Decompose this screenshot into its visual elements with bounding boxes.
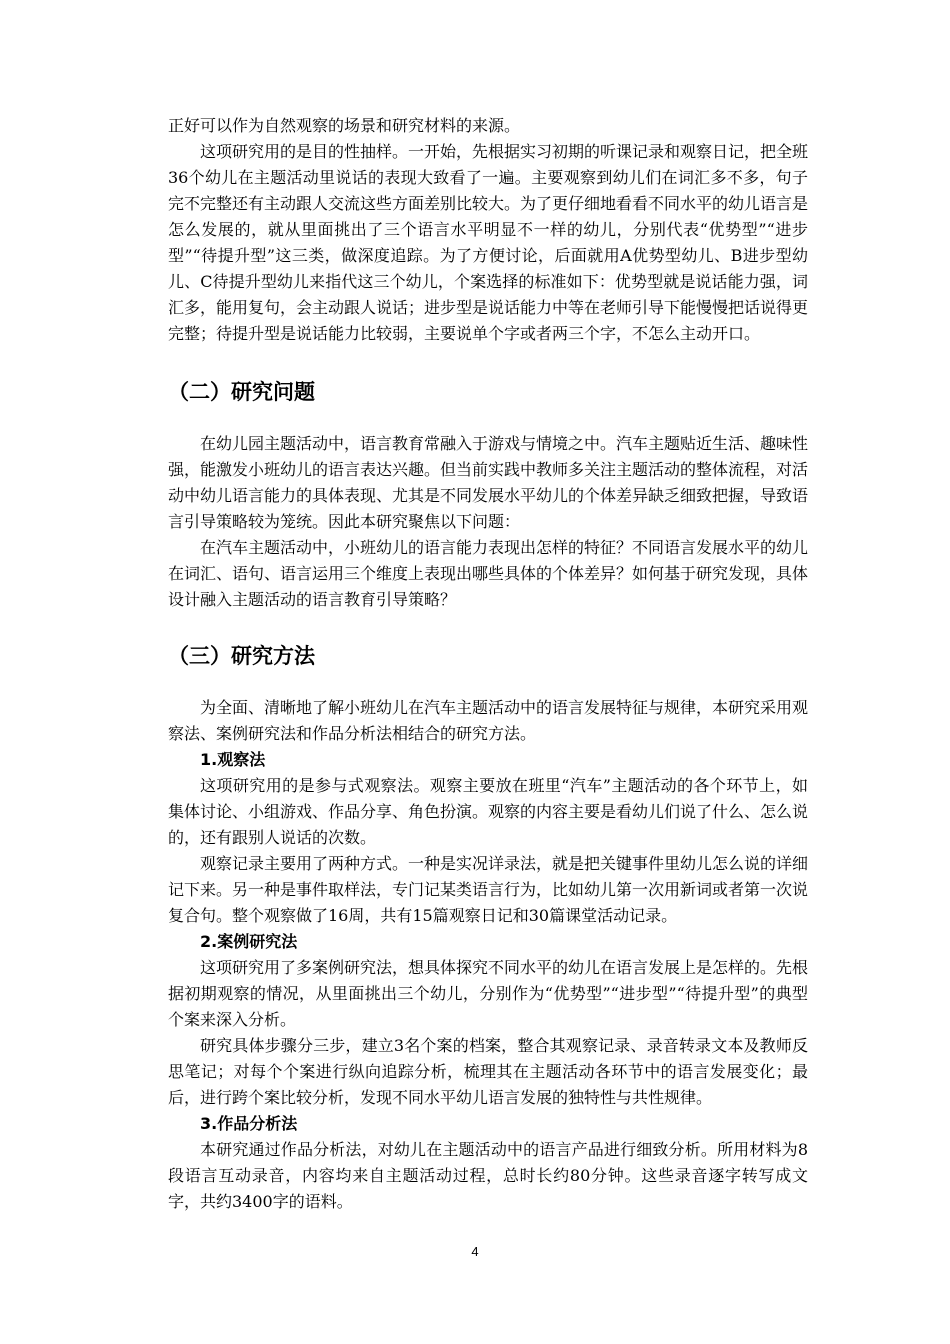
subheading-work-analysis-method: 3.作品分析法 [200,1114,298,1133]
paragraph-methods-intro: 为全面、清晰地了解小班幼儿在汽车主题活动中的语言发展特征与规律，本研究采用观察法、案例研究法和作品分析法相结合的研究方法。 [168,698,809,743]
document-page [168,113,808,1215]
paragraph-case-study-2: 研究具体步骤分三步，建立3名个案的档案，整合其观察记录、录音转录文本及教师反思笔记；对每个个案进行纵向追踪分析，梳理其在主题活动各环节中的语言发展变化；最后，进行跨个案比较分析，发现不同水平幼儿语言发展的独特性与共性规律。 [168,1036,808,1107]
paragraph-observation-2: 观察记录主要用了两种方式。一种是实况详录法，就是把关键事件里幼儿怎么说的详细记下来。另一种是事件取样法，专门记某类语言行为，比如幼儿第一次用新词或者第一次说复合句。整个观察做了16周，共有15篇观察日记和30篇课堂活动记录。 [168,854,809,925]
section-heading-research-questions: （二）研究问题 [168,380,315,404]
section-heading-research-methods: （三）研究方法 [168,644,315,668]
page-number: 4 [471,1244,479,1259]
paragraph-work-analysis: 本研究通过作品分析法，对幼儿在主题活动中的语言产品进行细致分析。所用材料为8段语言互动录音，内容均来自主题活动过程，总时长约80分钟。这些录音逐字转写成文字，共约3400字的语料。 [168,1140,808,1211]
paragraph-research-background: 在幼儿园主题活动中，语言教育常融入于游戏与情境之中。汽车主题贴近生活、趣味性强，能激发小班幼儿的语言表达兴趣。但当前实践中教师多关注主题活动的整体流程，对活动中幼儿语言能力的具体表现、尤其是不同发展水平幼儿的个体差异缺乏细致把握，导致语言引导策略较为笼统。因此本研究聚焦以下问题： [168,434,809,531]
paragraph-case-study-1: 这项研究用了多案例研究法，想具体探究不同水平的幼儿在语言发展上是怎样的。先根据初期观察的情况，从里面挑出三个幼儿，分别作为“优势型”“进步型”“待提升型”的典型个案来深入分析。 [168,958,809,1029]
paragraph-observation-1: 这项研究用的是参与式观察法。观察主要放在班里“汽车”主题活动的各个环节上，如集体讨论、小组游戏、作品分享、角色扮演。观察的内容主要是看幼儿们说了什么、怎么说的，还有跟别人说话的次数。 [168,776,809,847]
paragraph-research-questions: 在汽车主题活动中，小班幼儿的语言能力表现出怎样的特征？不同语言发展水平的幼儿在词汇、语句、语言运用三个维度上表现出哪些具体的个体差异？如何基于研究发现，具体设计融入主题活动的语言教育引导策略？ [168,538,809,609]
subheading-observation-method: 1.观察法 [200,750,266,769]
paragraph-continued: 正好可以作为自然观察的场景和研究材料的来源。 [168,116,521,135]
paragraph-sampling: 这项研究用的是目的性抽样。一开始，先根据实习初期的听课记录和观察日记，把全班36个幼儿在主题活动里说话的表现大致看了一遍。主要观察到幼儿们在词汇多不多，句子完不完整还有主动跟人交流这些方面差别比较大。为了更仔细地看看不同水平的幼儿语言是怎么发展的，就从里面挑出了三个语言水平明显不一样的幼儿，分别代表“优势型”“进步型”“待提升型”这三类，做深度追踪。为了方便讨论，后面就用A优势型幼儿、B进步型幼儿、C待提升型幼儿来指代这三个幼儿，个案选择的标准如下：优势型就是说话能力强，词汇多，能用复句，会主动跟人说话；进步型是说话能力中等在老师引导下能慢慢把话说得更完整；待提升型是说话能力比较弱，主要说单个字或者两三个字，不怎么主动开口。 [168,142,809,343]
subheading-case-study-method: 2.案例研究法 [200,932,298,951]
